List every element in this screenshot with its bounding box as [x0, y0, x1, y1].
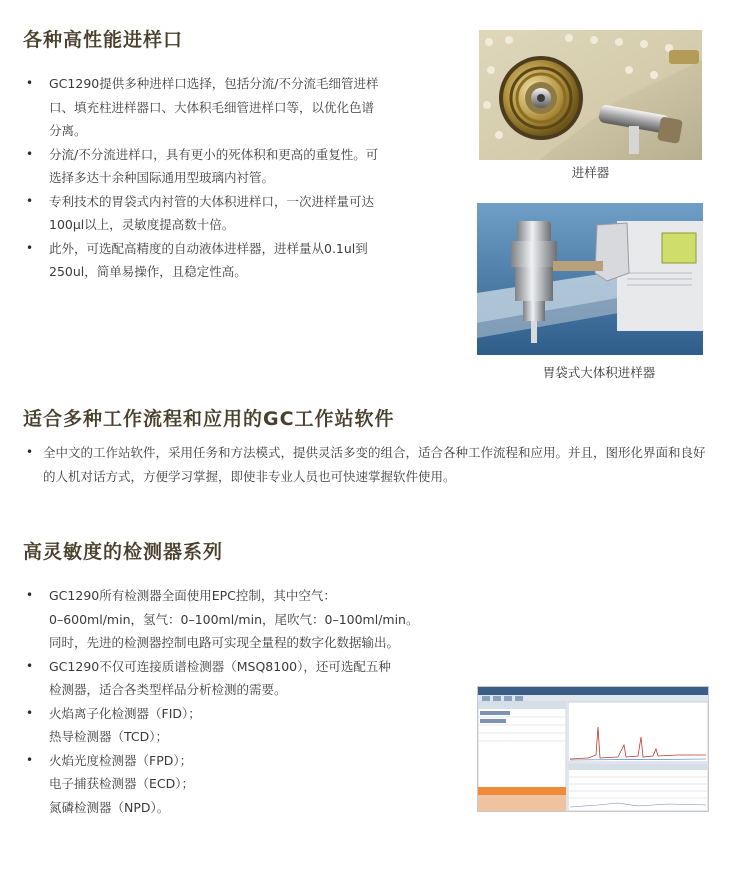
bullet-icon: •	[26, 752, 34, 767]
text-line: 0–600ml/min，氢气：0–100ml/min，尾吹气：0–100ml/min。	[49, 611, 419, 627]
detectors-list	[23, 584, 463, 819]
text-line: 100μl以上，灵敏度提高数十倍。	[49, 217, 235, 232]
bullet-icon: •	[26, 445, 34, 459]
injection-ports-list	[23, 72, 443, 284]
large-volume-injector-caption: 胃袋式大体积进样器	[542, 365, 656, 380]
text-line: GC1290所有检测器全面使用EPC控制，其中空气：	[49, 588, 336, 603]
injector-caption: 进样器	[571, 165, 610, 180]
text-line: 选择多达十余种国际通用型玻璃内衬管。	[49, 170, 275, 185]
bullet-icon: •	[26, 240, 34, 255]
section-title-detectors: 高灵敏度的检测器系列	[23, 541, 224, 563]
bullet-icon: •	[26, 76, 34, 90]
list-item	[23, 441, 713, 489]
text-paragraph: 全中文的工作站软件，采用任务和方法模式，提供灵活多变的组合，适合各种工作流程和应用。并且，图形化界面和良好的人机对话方式，方便学习掌握，即使非专业人员也可快速掌握软件使用。	[43, 445, 706, 484]
text-line: 同时，先进的检测器控制电路可实现全量程的数字化数据输出。	[49, 635, 400, 650]
text-line: 此外，可选配高精度的自动液体进样器，进样量从0.1ul到	[49, 240, 368, 256]
list-item	[23, 143, 443, 190]
text-line: 火焰离子化检测器（FID）；	[49, 705, 201, 721]
text-line: GC1290不仅可连接质谱检测器（MSQ8100），还可选配五种	[49, 658, 391, 674]
section-title-workstation-software: 适合多种工作流程和应用的GC工作站软件	[23, 408, 395, 430]
workstation-software-list	[23, 441, 713, 489]
text-line: GC1290提供多种进样口选择，包括分流/不分流毛细管进样	[49, 76, 379, 91]
text-line: 分流/不分流进样口，具有更小的死体积和更高的重复性。可	[49, 146, 379, 162]
text-line: 火焰光度检测器（FPD）；	[49, 752, 193, 768]
text-line: 口、填充柱进样器口、大体积毛细管进样口等，以优化色谱	[49, 99, 375, 115]
bullet-icon: •	[26, 146, 34, 161]
section-title-injection-ports: 各种高性能进样口	[23, 29, 184, 51]
injector-photo	[479, 30, 702, 160]
list-item	[23, 655, 463, 702]
list-item	[23, 702, 463, 749]
bullet-icon: •	[26, 193, 34, 208]
large-volume-injector-photo	[477, 203, 703, 355]
text-line: 分离。	[49, 123, 87, 138]
list-item	[23, 72, 443, 143]
workstation-software-screenshot	[477, 686, 709, 812]
text-line: 检测器，适合各类型样品分析检测的需要。	[49, 682, 287, 697]
text-line: 电子捕获检测器（ECD）；	[49, 776, 195, 791]
text-line: 专利技术的胃袋式内衬管的大体积进样口，一次进样量可达	[49, 193, 375, 209]
list-item	[23, 190, 443, 237]
bullet-icon: •	[26, 658, 34, 673]
text-line: 氮磷检测器（NPD）。	[49, 799, 170, 815]
list-item	[23, 749, 463, 820]
list-item	[23, 584, 463, 655]
bullet-icon: •	[26, 588, 34, 602]
text-line: 热导检测器（TCD）；	[49, 729, 169, 744]
bullet-icon: •	[26, 705, 34, 720]
text-line: 250ul，简单易操作，且稳定性高。	[49, 264, 247, 279]
list-item	[23, 237, 443, 284]
